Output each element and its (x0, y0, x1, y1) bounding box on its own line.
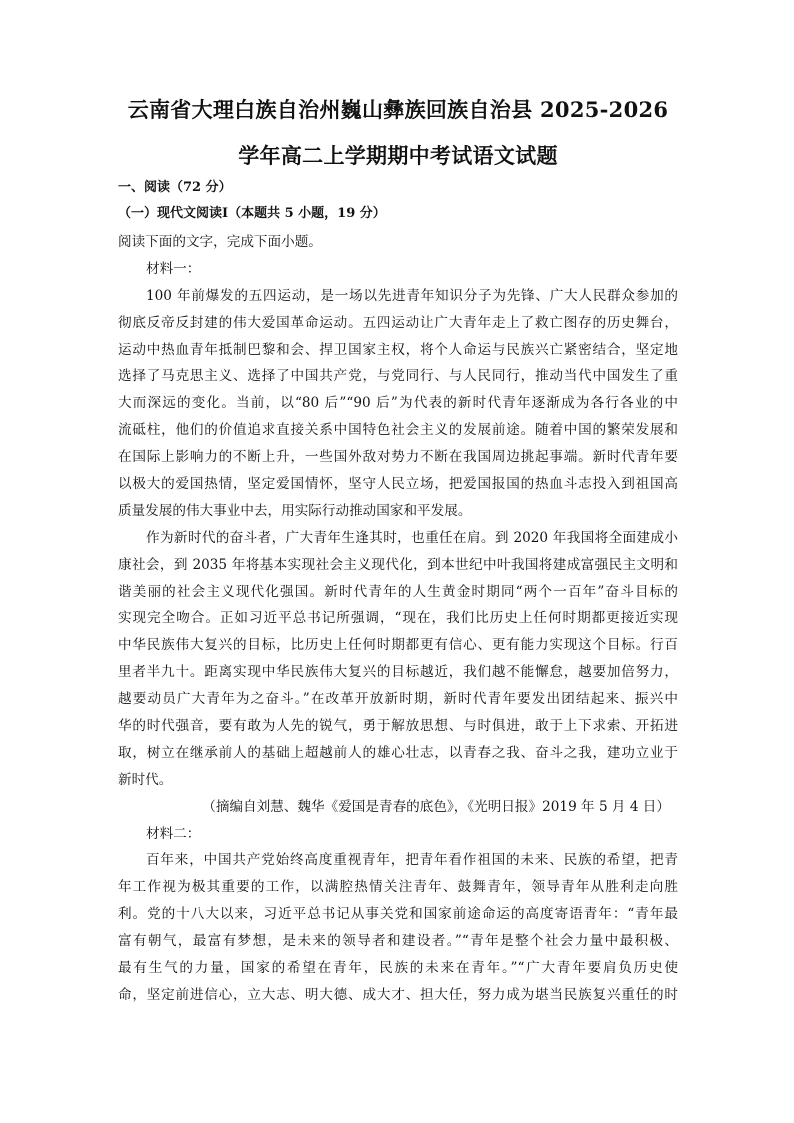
document-title-line-1: 云南省大理白族自治州巍山彝族回族自治县 2025-2026 (127, 97, 669, 122)
text-line: 在国际上影响力的不断上升，一些国外敌对势力不断在我国周边挑起事端。新时代青年要 (118, 449, 678, 466)
text-line: 里者半九十。距离实现中华民族伟大复兴的目标越近，我们越不能懈怠，越要加倍努力， (118, 664, 678, 681)
text-line: 流砥柱，他们的价值追求直接关系中国特色社会主义的发展前途。随着中国的繁荣发展和 (118, 422, 678, 439)
text-line: 质量发展的伟大事业中去，用实际行动推动国家和平发展。 (118, 502, 472, 519)
material-one-label: 材料一： (146, 260, 201, 277)
text-line: 华的时代强音，要有敢为人先的锐气，勇于解放思想、与时俱进，敢于上下求索、开拓进 (118, 718, 678, 735)
text-line: 100 年前爆发的五四运动，是一场以先进青年知识分子为先锋、广大人民群众参加的 (146, 287, 678, 304)
source-citation: （摘编自刘慧、魏华《爱国是青春的底色》，《光明日报》2019 年 5 月 4 日） (202, 798, 670, 815)
text-line: 运动中热血青年抵制巴黎和会、捍卫国家主权，将个人命运与民族兴亡紧密结合，坚定地 (118, 341, 678, 358)
text-line: 康社会，到 2035 年将基本实现社会主义现代化，到本世纪中叶我国将建成富强民主文明和 (118, 556, 678, 573)
text-line: 作为新时代的奋斗者，广大青年生逢其时，也重任在肩。到 2020 年我国将全面建成小 (146, 529, 678, 546)
text-line: 越要动员广大青年为之奋斗。”在改革开放新时期，新时代青年要发出团结起来、振兴中 (118, 691, 678, 708)
text-line: 彻底反帝反封建的伟大爱国革命运动。五四运动让广大青年走上了救亡图存的历史舞台， (118, 314, 678, 331)
text-line: 命，坚定前进信心，立大志、明大德、成大才、担大任，努力成为堪当民族复兴重任的时 (118, 986, 678, 1003)
instruction-line: 阅读下面的文字，完成下面小题。 (118, 234, 322, 250)
text-line: 年工作视为极其重要的工作，以满腔热情关注青年、鼓舞青年，领导青年从胜利走向胜 (118, 879, 678, 896)
document-title-line-2: 学年高二上学期期中考试语文试题 (238, 143, 558, 168)
text-line: 以极大的爱国热情，坚定爱国情怀，坚守人民立场，把爱国报国的热血斗志投入到祖国高 (118, 476, 678, 493)
text-line: 实现完全吻合。正如习近平总书记所强调，“现在，我们比历史上任何时期都更接近实现 (118, 610, 678, 627)
article-body (118, 229, 678, 1009)
text-line: 取，树立在继承前人的基础上超越前人的雄心壮志，以青春之我、奋斗之我，建功立业于 (118, 744, 678, 761)
text-line: 新时代。 (118, 771, 173, 788)
text-line: 大而深远的变化。当前，以“80 后”“90 后”为代表的新时代青年逐渐成为各行各业的中 (118, 395, 678, 412)
text-line: 中华民族伟大复兴的目标，比历史上任何时期都更有信心、更有能力实现这个目标。行百 (118, 637, 678, 654)
text-line: 百年来，中国共产党始终高度重视青年，把青年看作祖国的未来、民族的希望，把青 (146, 852, 678, 869)
text-line: 最有生气的力量，国家的希望在青年，民族的未来在青年。”“广大青年要肩负历史使 (118, 960, 678, 977)
section-heading-reading: 一、阅读（72 分） (118, 180, 232, 195)
material-two-label: 材料二： (146, 825, 201, 842)
text-line: 选择了马克思主义、选择了中国共产党，与党同行、与人民同行，推动当代中国发生了重 (118, 368, 678, 385)
text-line: 谐美丽的社会主义现代化强国。新时代青年的人生黄金时期同“两个一百年”奋斗目标的 (118, 583, 678, 600)
text-line: 富有朝气，最富有梦想，是未来的领导者和建设者。”“青年是整个社会力量中最积极、 (118, 933, 678, 950)
text-line: 利。党的十八大以来，习近平总书记从事关党和国家前途命运的高度寄语青年：“青年最 (118, 906, 678, 923)
subsection-heading-modern-text: （一）现代文阅读Ⅰ（本题共 5 小题，19 分） (118, 206, 386, 221)
